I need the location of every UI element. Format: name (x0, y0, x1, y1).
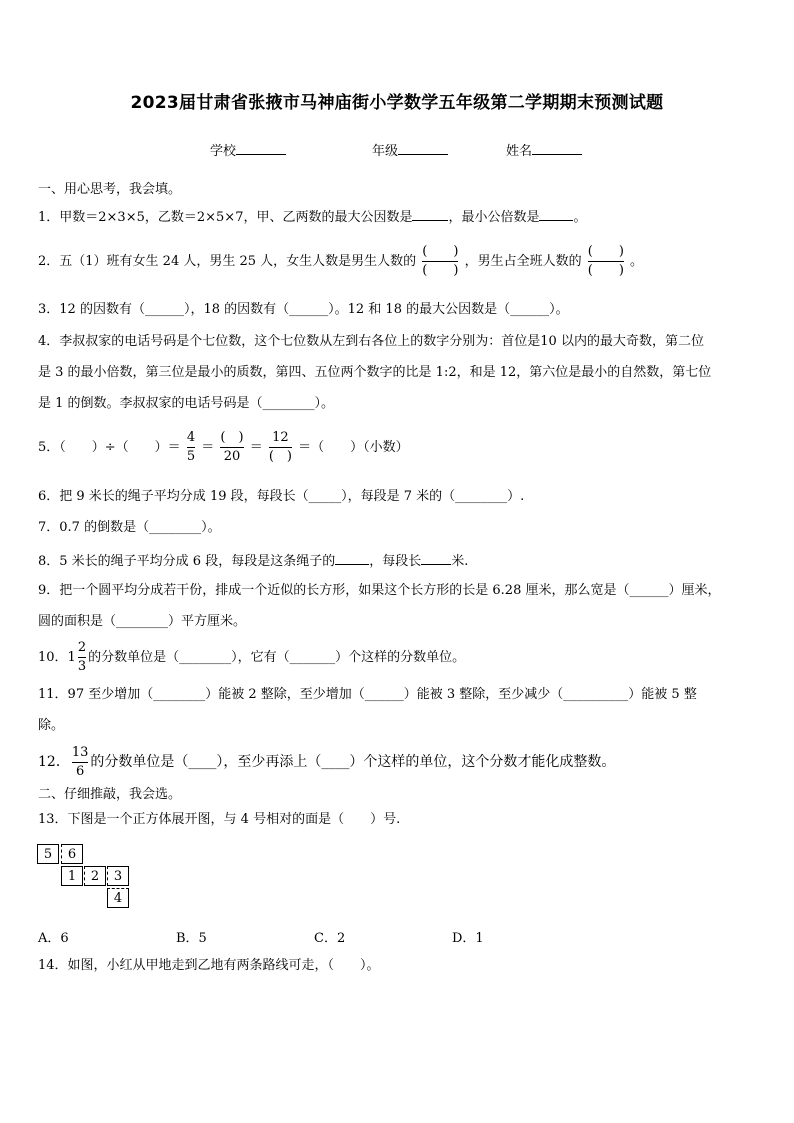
question-14: 14．如图，小红从甲地走到乙地有两条路线可走，（ ）。 (38, 958, 380, 973)
option-a: A．6 (38, 931, 69, 946)
question-3: 3．12 的因数有（______），18 的因数有（______）。12 和 18 的最大公因数是（______）。 (38, 302, 569, 317)
question-2: 2．五（1）班有女生 24 人，男生 25 人，女生人数是男生人数的 $\frac{( )}{( )}$ ，男生占全班人数的 $\frac{( )}{( )}$ 。 (38, 244, 644, 278)
option-c: C．2 (314, 931, 346, 946)
school-field: 学校 (210, 140, 286, 159)
page-title: 2023届甘肃省张掖市马神庙街小学数学五年级第二学期期末预测试题 (130, 93, 664, 113)
section-2-heading: 二、仔细推敲，我会选。 (38, 787, 182, 802)
cube-net-figure (37, 844, 133, 912)
cube-face: 3 (107, 866, 129, 886)
cube-face: 1 (61, 866, 83, 886)
fraction-blank: $\frac{( )}{( )}$ (587, 244, 624, 278)
fraction: $\frac{( )}{20}$ (220, 430, 244, 464)
question-12: 12． $\frac{13}{6}$ 的分数单位是（____），至少再添上（____）个这样的单位，这个分数才能化成整数。 (38, 744, 616, 779)
question-5: 5．（ ）÷（ ）＝ $\frac{4}{5}$ ＝ $\frac{( )}{20}$ ＝ $\frac{12}{( )}$ ＝（ ）（小数） (38, 430, 409, 464)
question-11-line-2: 除。 (38, 718, 65, 733)
name-field: 姓名 (506, 140, 582, 159)
question-9-line-2: 圆的面积是（________）平方厘米。 (38, 614, 247, 629)
cube-face: 4 (107, 888, 129, 908)
fraction-blank: $\frac{( )}{( )}$ (422, 244, 459, 278)
fraction: $\frac{13}{6}$ (71, 744, 89, 779)
fraction: $\frac{12}{( )}$ (268, 430, 292, 464)
question-11-line-1: 11．97 至少增加（________）能被 2 整除，至少增加（______）能被 3 整除，至少减少（__________）能被 5 整 (38, 687, 697, 702)
question-4-line-3: 是 1 的倒数。李叔叔家的电话号码是（________）。 (38, 396, 335, 411)
section-1-heading: 一、用心思考，我会填。 (38, 182, 182, 197)
cube-face: 5 (37, 844, 59, 864)
question-7: 7．0.7 的倒数是（________）。 (38, 520, 221, 535)
question-9-line-1: 9．把一个圆平均分成若干份，排成一个近似的长方形，如果这个长方形的长是 6.28 厘米，那么宽是（______）厘米， (38, 583, 721, 598)
question-4-line-2: 是 3 的最小倍数，第三位是最小的质数，第四、五位两个数字的比是 1:2，和是 12，第六位是最小的自然数，第七位 (38, 365, 712, 380)
question-13: 13．下图是一个正方体展开图，与 4 号相对的面是（ ）号. (38, 812, 401, 827)
option-d: D．1 (452, 931, 484, 946)
question-4-line-1: 4．李叔叔家的电话号码是个七位数，这个七位数从左到右各位上的数字分别为：首位是10 以内的最大奇数，第二位 (38, 334, 704, 349)
option-b: B．5 (176, 931, 207, 946)
grade-field: 年级 (372, 140, 448, 159)
fraction: $\frac{2}{3}$ (77, 640, 87, 674)
cube-face: 2 (84, 866, 106, 886)
question-10: 10．1 $\frac{2}{3}$ 的分数单位是（________），它有（_______）个这样的分数单位。 (38, 640, 466, 674)
question-8: 8．5 米长的绳子平均分成 6 段，每段是这条绳子的 ，每段长 米. (38, 550, 760, 571)
question-1: 1．甲数＝2×3×5，乙数＝2×5×7，甲、乙两数的最大公因数是 ，最小公倍数是 。 (38, 206, 760, 227)
question-6: 6．把 9 米长的绳子平均分成 19 段，每段长（_____），每段是 7 米的（________）. (38, 489, 525, 504)
cube-face: 6 (61, 844, 83, 864)
fraction: $\frac{4}{5}$ (186, 430, 196, 464)
